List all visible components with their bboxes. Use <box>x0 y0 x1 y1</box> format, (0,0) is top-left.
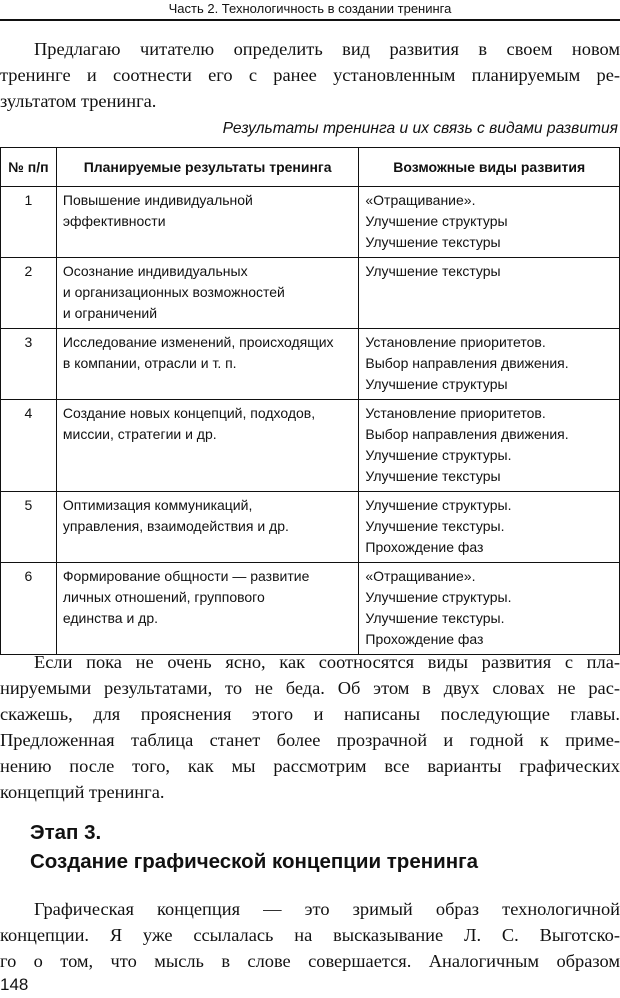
planned-result <box>56 329 359 400</box>
development-types <box>359 329 620 400</box>
text-line: Если пока не очень ясно, как соотносятся виды развития с пла- <box>34 652 620 672</box>
column-header-number: № п/п <box>1 148 57 187</box>
cell-line: Прохождение фаз <box>365 539 484 555</box>
planned-result <box>56 258 359 329</box>
page-number: 148 <box>0 975 29 994</box>
cell-line: Улучшение структуры. <box>365 447 512 463</box>
table-row <box>1 563 620 655</box>
planned-result <box>56 563 359 655</box>
cell-line: Выбор направления движения. <box>365 355 569 371</box>
section-heading <box>30 818 478 876</box>
table-row <box>1 187 620 258</box>
cell-line: Улучшение текстуры <box>365 468 501 484</box>
cell-line: Создание новых концепций, подходов, <box>62 405 316 421</box>
development-types <box>359 492 620 563</box>
cell-line: Установление приоритетов. <box>365 334 546 350</box>
cell-line: Установление приоритетов. <box>365 405 546 421</box>
cell-line: «Отращивание». <box>365 568 476 584</box>
table-header-row <box>1 148 620 187</box>
text-line: концепции. Я уже ссылалась на высказывание Л. С. Выготско- <box>0 925 620 945</box>
text-line: концепций тренинга. <box>0 782 165 802</box>
row-number: 6 <box>1 563 57 655</box>
cell-line: в компании, отрасли и т. п. <box>62 355 237 371</box>
cell-line: «Отращивание». <box>365 192 476 208</box>
cell-line: Улучшение текстуры <box>365 234 501 250</box>
stage-number: Этап 3. <box>30 821 102 844</box>
development-types <box>359 258 620 329</box>
text-line: зультатом тренинга. <box>0 91 157 111</box>
cell-line: Улучшение структуры. <box>365 497 512 513</box>
running-header <box>0 0 620 20</box>
table-caption: Результаты тренинга и их связь с видами развития <box>222 120 618 137</box>
intro-paragraph <box>0 36 620 114</box>
cell-line: Формирование общности — развитие <box>62 568 310 584</box>
cell-line: личных отношений, группового <box>62 589 265 605</box>
cell-line: Улучшение текстуры <box>365 263 501 279</box>
row-number: 1 <box>1 187 57 258</box>
running-title: Часть 2. Технологичность в создании тренинга <box>168 1 452 16</box>
stage-title: Создание графической концепции тренинга <box>30 850 479 873</box>
cell-line: управления, взаимодействия и др. <box>62 518 289 534</box>
cell-line: Улучшение структуры. <box>365 589 512 605</box>
table-row <box>1 329 620 400</box>
explanation-paragraph <box>0 649 620 805</box>
cell-line: миссии, стратегии и др. <box>62 426 217 442</box>
cell-line: единства и др. <box>62 610 158 626</box>
row-number: 5 <box>1 492 57 563</box>
table-row <box>1 492 620 563</box>
text-line: нению после того, как мы рассмотрим все варианты графических <box>0 756 620 776</box>
column-header-types: Возможные виды развития <box>359 148 620 187</box>
text-line: го о том, что мысль в слове совершается. Аналогичным образом <box>0 951 620 971</box>
cell-line: и организационных возможностей <box>62 284 285 300</box>
text-line: Графическая концепция — это зримый образ технологичной <box>34 899 620 919</box>
text-line: нируемыми результатами, то не беда. Об этом в двух словах не рас- <box>0 678 620 698</box>
column-header-results: Планируемые результаты тренинга <box>56 148 359 187</box>
planned-result <box>56 187 359 258</box>
cell-line: Осознание индивидуальных <box>62 263 248 279</box>
text-line: тренинге и соотнести его с ранее установленным планируемым ре- <box>0 65 620 85</box>
development-types <box>359 187 620 258</box>
development-types <box>359 563 620 655</box>
cell-line: Улучшение структуры <box>365 213 508 229</box>
cell-line: Улучшение текстуры. <box>365 610 505 626</box>
text-line: Предлагаю читателю определить вид развития в своем новом <box>34 39 620 59</box>
development-types <box>359 400 620 492</box>
planned-result <box>56 492 359 563</box>
row-number: 3 <box>1 329 57 400</box>
text-line: скажешь, для прояснения этого и написаны последующие главы. <box>0 704 620 724</box>
cell-line: и ограничений <box>62 305 158 321</box>
cell-line: Прохождение фаз <box>365 631 484 647</box>
results-table <box>0 147 620 655</box>
cell-line: Повышение индивидуальной <box>62 192 253 208</box>
text-line: Предложенная таблица станет более прозрачной и годной к приме- <box>0 730 620 750</box>
cell-line: Оптимизация коммуникаций, <box>62 497 253 513</box>
concept-paragraph <box>0 896 620 974</box>
row-number: 2 <box>1 258 57 329</box>
header-rule <box>0 19 620 21</box>
row-number: 4 <box>1 400 57 492</box>
cell-line: Выбор направления движения. <box>365 426 569 442</box>
cell-line: Улучшение текстуры. <box>365 518 505 534</box>
cell-line: Исследование изменений, происходящих <box>62 334 334 350</box>
planned-result <box>56 400 359 492</box>
cell-line: Улучшение структуры <box>365 376 508 392</box>
table-row <box>1 400 620 492</box>
cell-line: эффективности <box>62 213 166 229</box>
table-row <box>1 258 620 329</box>
